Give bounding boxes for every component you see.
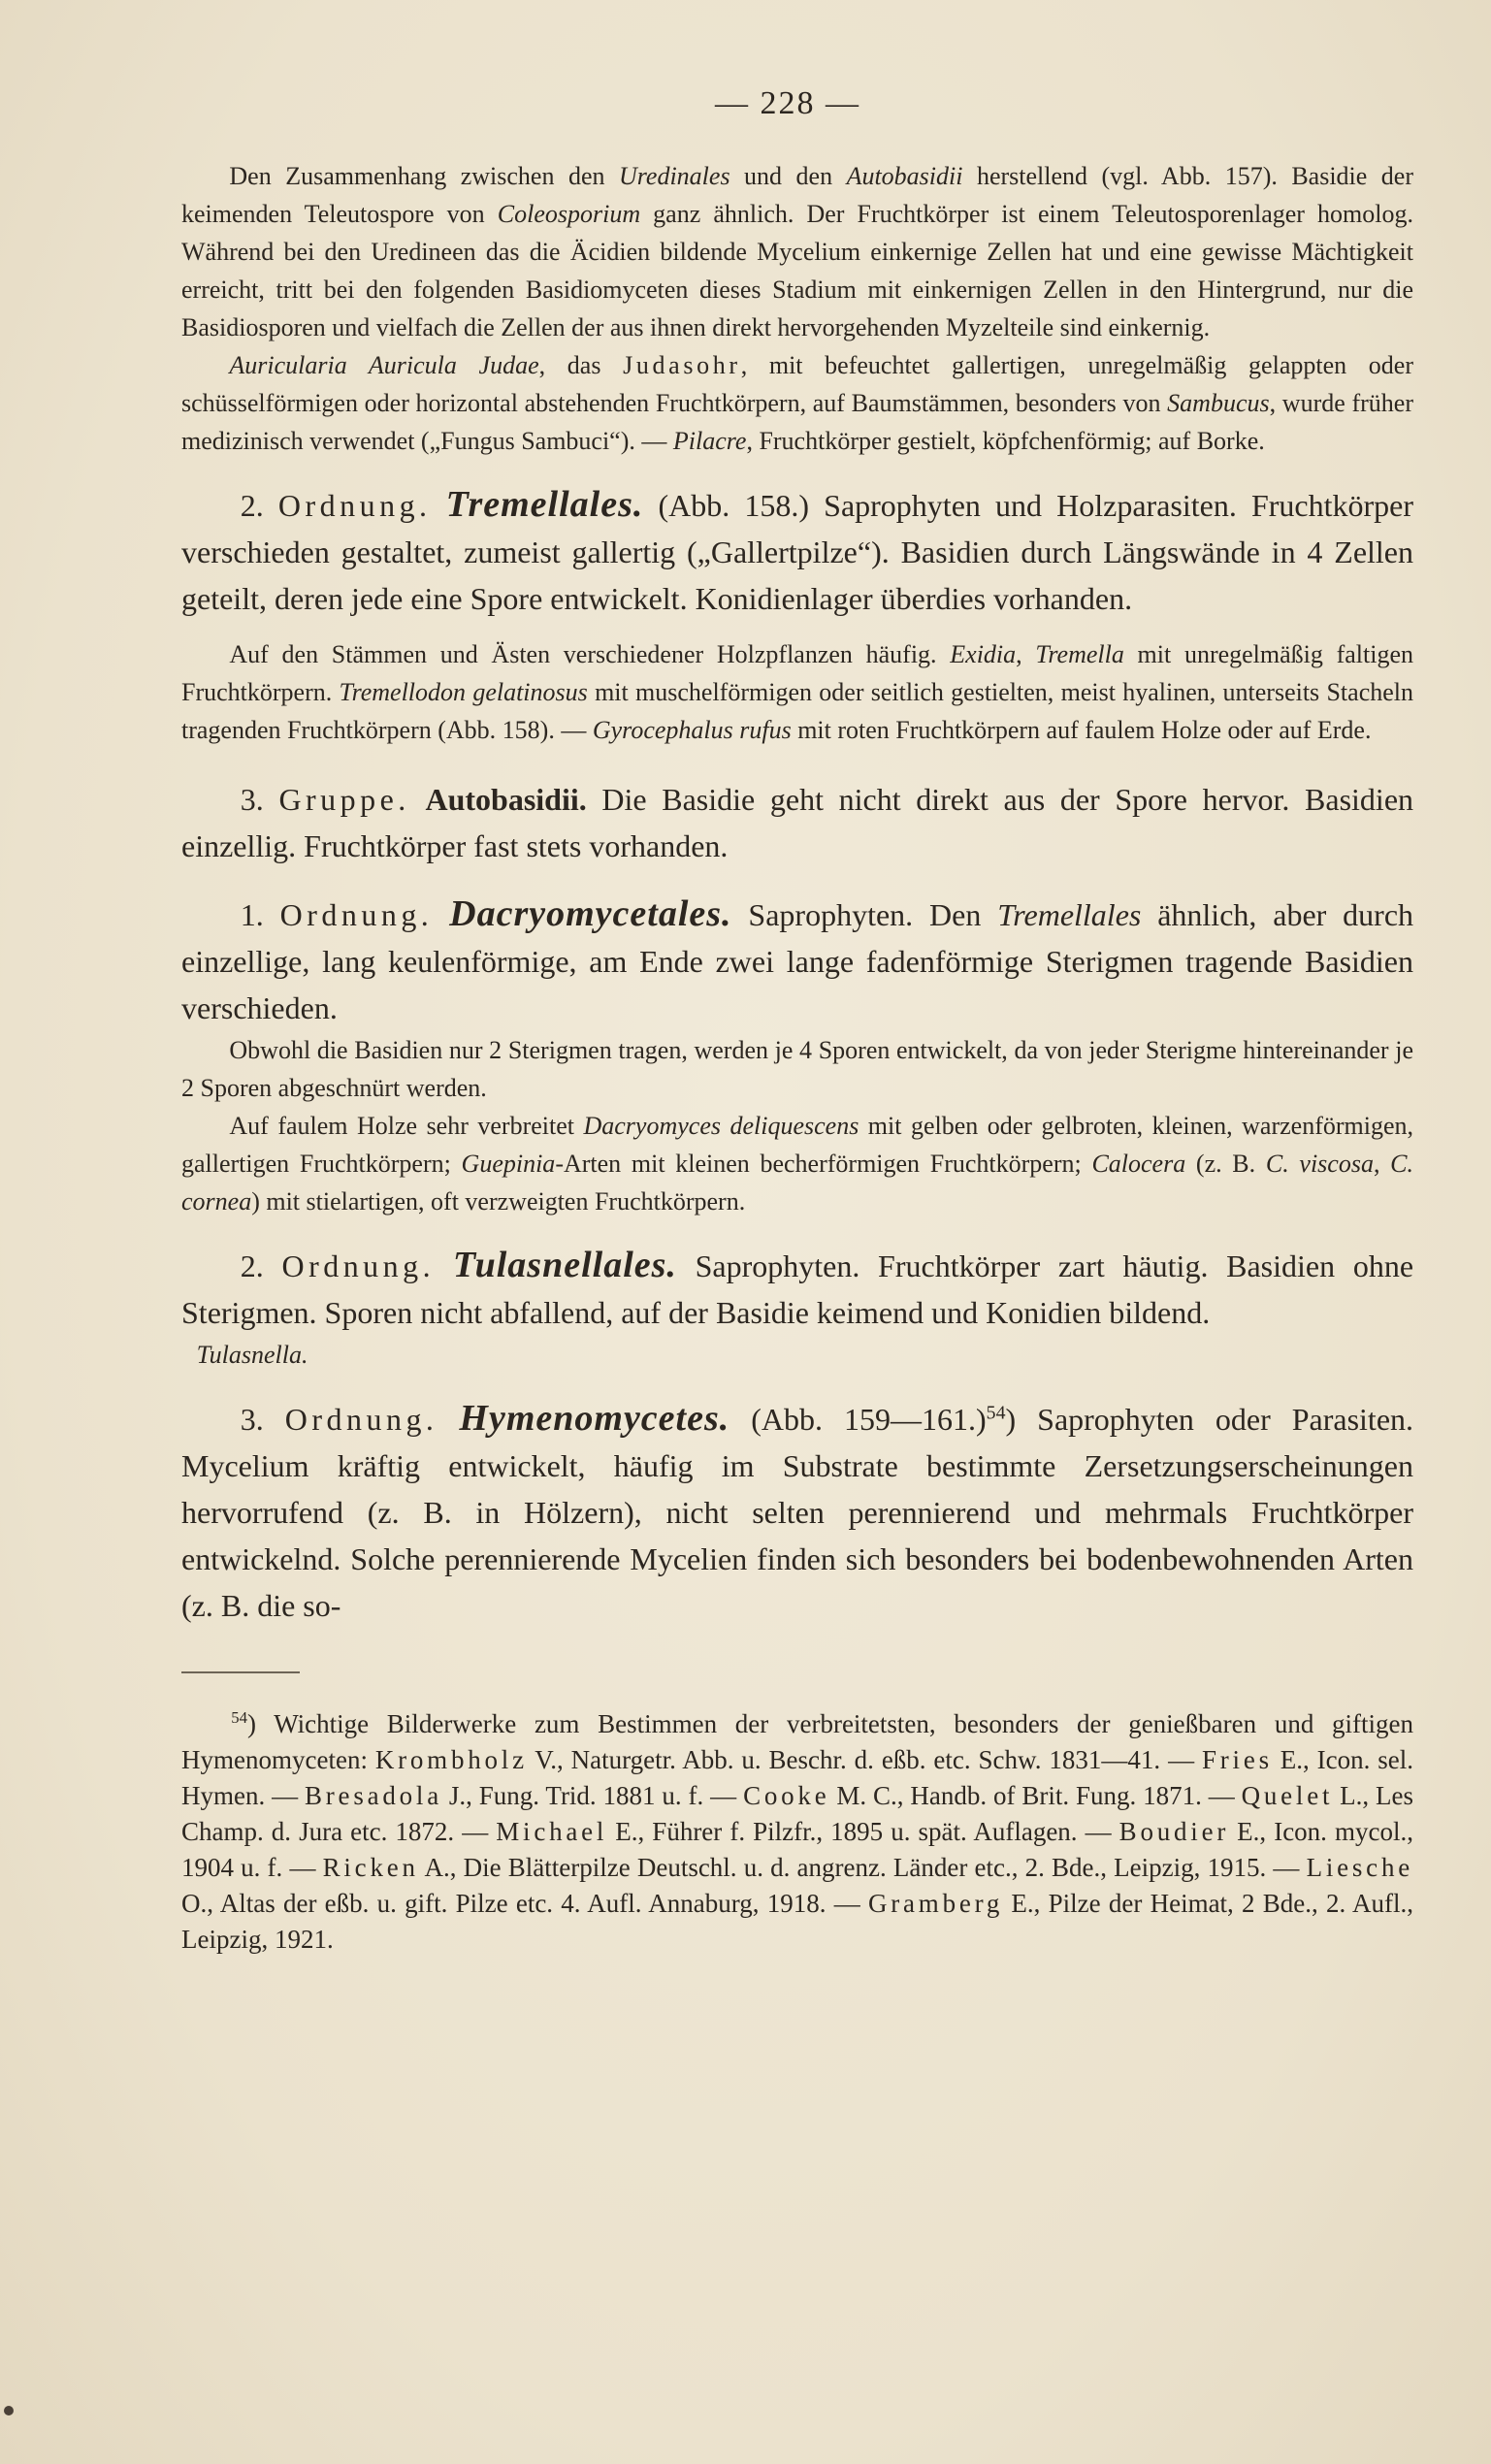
section-tremellales: 2. Ordnung. Tremellales. (Abb. 158.) Saprophyten und Holzparasiten. Fruchtkörper verschieden gestaltet, zumeist gallertig („Gallertpilze“). Basidien durch Längswände in 4 Zellen geteilt, deren jede eine Spore entwickelt. Konidienlager überdies vorhanden. bbox=[181, 484, 1414, 616]
paragraph-tremellales-note: Auf den Stämmen und Ästen verschiedener Holzpflanzen häufig. Exidia, Tremella mit unregelmäßig faltigen Fruchtkörpern. Tremellodon gelatinosus mit muschelförmigen oder seitlich gestielten, meist hyalinen, unterseits Stacheln tragenden Fruchtkörpern (Abb. 158). — Gyrocephalus rufus mit roten Fruchtkörpern auf faulem Holze oder auf Erde. bbox=[181, 640, 1414, 744]
footnote-54: $^{54}$) Wichtige Bilderwerke zum Bestimmen der verbreitetsten, besonders der genießbaren und giftigen Hymenomyceten: Krombholz V., Naturgetr. Abb. u. Beschr. d. eßb. etc. Schw. 1831—41. — Fries E., Icon. sel. Hymen. — Bresadola J., Fung. Trid. 1881 u. f. — Cooke M. C., Handb. of Brit. Fung. 1871. — Quelet L., Les Champ. d. Jura etc. 1872. — Michael E., Führer f. Pilzfr., 1895 u. spät. Auflagen. — Boudier E., Icon. mycol., 1904 u. f. — Ricken A., Die Blätterpilze Deutschl. u. d. angrenz. Länder etc., 2. Bde., Leipzig, 1915. — Liesche O., Altas der eßb. u. gift. Pilze etc. 4. Aufl. Annaburg, 1918. — Gramberg E., Pilze der Heimat, 2 Bde., 2. Aufl., Leipzig, 1921. bbox=[181, 1708, 1414, 1954]
paragraph-auricularia: Auricularia Auricula Judae, das Judasohr, mit befeuchtet gallertigen, unregelmäßig gelappten oder schüsselförmigen oder horizontal abstehenden Fruchtkörpern, auf Baumstämmen, besonders von Sambucus, wurde früher medizinisch verwendet („Fungus Sambuci“). — Pilacre, Fruchtkörper gestielt, köpfchenförmig; auf Borke. bbox=[181, 351, 1413, 455]
section-hymenomycetes: 3. Ordnung. Hymenomycetes. (Abb. 159—161.)$^{54}$) Saprophyten oder Parasiten. Mycelium kräftig entwickelt, häufig im Substrate bestimmte Zersetzungserscheinungen hervorrufend (z. B. in Hölzern), nicht selten perennierend und mehrmals Fruchtkörper entwickelnd. Solche perennierende Mycelien finden sich besonders bei bodenbewohnenden Arten (z. B. die so- bbox=[181, 1398, 1414, 1623]
paragraph-uredinales: Den Zusammenhang zwischen den Uredinales und den Autobasidii herstellend (vgl. Abb. 157). Basidie der keimenden Teleutospore von Coleosporium ganz ähnlich. Der Fruchtkörper ist einem Teleutosporenlager homolog. Während bei den Uredineen das die Äcidien bildende Mycelium einkernige Zellen hat und eine gewisse Mächtigkeit erreicht, tritt bei den folgenden Basidiomyceten dieses Stadium mit einkernigen Zellen in den Hintergrund, nur die Basidiosporen und vielfach die Zellen der aus ihnen direkt hervorgehenden Myzelteile sind einkernig. bbox=[181, 162, 1413, 341]
section-tulasnellales: 2. Ordnung. Tulasnellales. Saprophyten. Fruchtkörper zart häutig. Basidien ohne Sterigmen. Sporen nicht abfallend, auf der Basidie keimend und Konidien bildend. bbox=[181, 1245, 1414, 1330]
page-text bbox=[181, 85, 1413, 1958]
page-number: — 228 — bbox=[715, 85, 860, 121]
paragraph-dacryomycetales-note1: Obwohl die Basidien nur 2 Sterigmen tragen, werden je 4 Sporen entwickelt, da von jeder Sterigme hintereinander je 2 Sporen abgeschnürt werden. bbox=[181, 1036, 1413, 1102]
footnote-rule bbox=[181, 1671, 300, 1673]
section-dacryomycetales: 1. Ordnung. Dacryomycetales. Saprophyten. Den Tremellales ähnlich, aber durch einzellige, lang keulenförmige, am Ende zwei lange fadenförmige Sterigmen tragende Basidien verschieden. bbox=[181, 893, 1414, 1025]
paragraph-tulasnella: Tulasnella. bbox=[196, 1341, 308, 1369]
paragraph-dacryomycetales-note2: Auf faulem Holze sehr verbreitet Dacryomyces deliquescens mit gelben oder gelbroten, kleinen, warzenförmigen, gallertigen Fruchtkörpern; Guepinia-Arten mit kleinen becherförmigen Fruchtkörpern; Calocera (z. B. C. viscosa, C. cornea) mit stielartigen, oft verzweigten Fruchtkörpern. bbox=[181, 1112, 1414, 1216]
ink-spot bbox=[4, 2406, 14, 2415]
section-autobasidii: 3. Gruppe. Autobasidii. Die Basidie geht nicht direkt aus der Spore hervor. Basidien einzellig. Fruchtkörper fast stets vorhanden. bbox=[181, 782, 1414, 863]
